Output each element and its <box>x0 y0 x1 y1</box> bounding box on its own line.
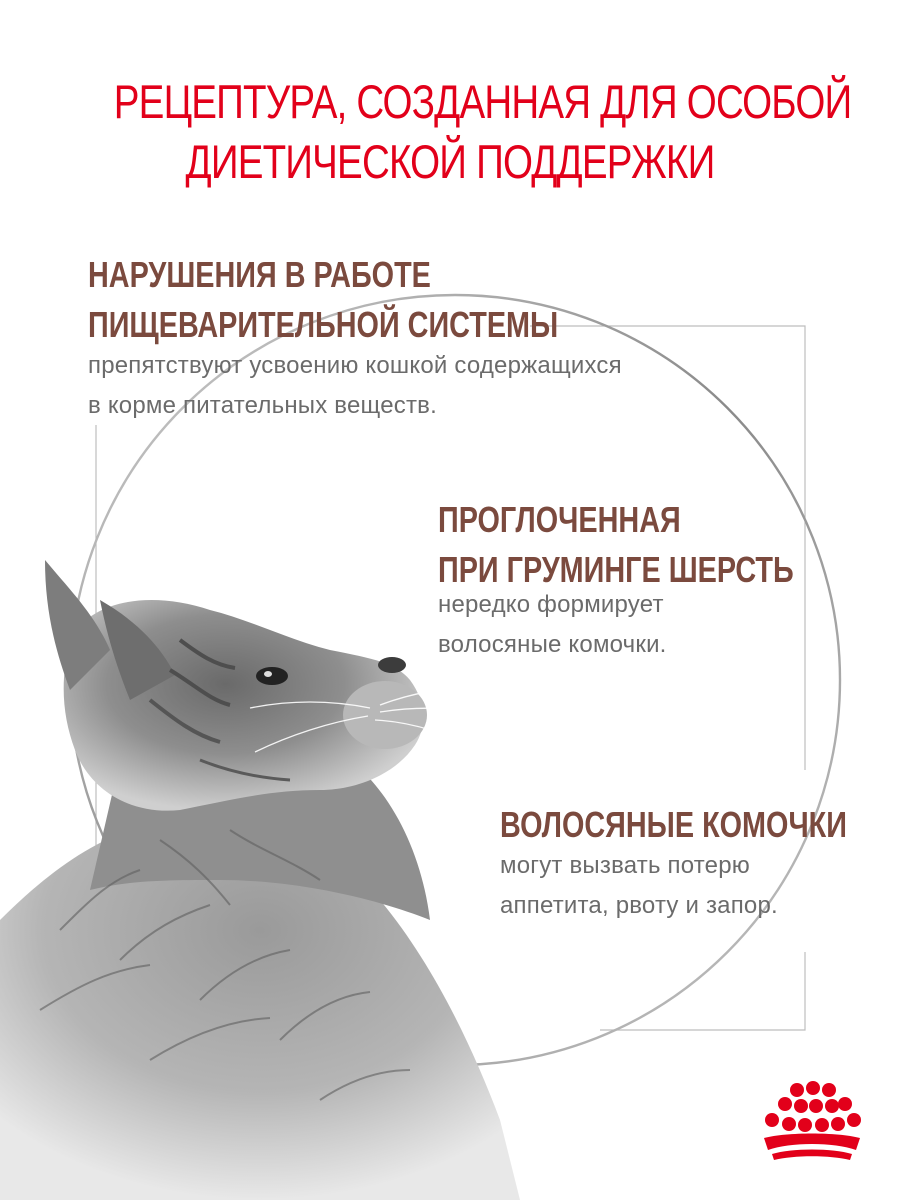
hairballs-heading <box>500 800 847 850</box>
page-title <box>113 72 852 192</box>
hairballs-text <box>500 846 778 926</box>
heading-line: ПРИ ГРУМИНГЕ ШЕРСТЬ <box>438 549 794 590</box>
text-line: нередко формирует <box>438 591 664 618</box>
heading-line: НАРУШЕНИЯ В РАБОТЕ <box>88 254 431 295</box>
text-line: могут вызвать потерю <box>500 852 750 879</box>
heading-line: ПИЩЕВАРИТЕЛЬНОЙ СИСТЕМЫ <box>88 304 559 345</box>
page-title-line-1: РЕЦЕПТУРА, СОЗДАННАЯ ДЛЯ ОСОБОЙ <box>113 75 852 128</box>
heading-line: ВОЛОСЯНЫЕ КОМОЧКИ <box>500 804 847 845</box>
text-line: в корме питательных веществ. <box>88 392 437 419</box>
text-line: препятствуют усвоению кошкой содержащихся <box>88 352 622 379</box>
digestive-disorders-text <box>88 346 622 426</box>
crown-icon <box>752 1080 872 1170</box>
heading-line: ПРОГЛОЧЕННАЯ <box>438 499 681 540</box>
text-line: волосяные комочки. <box>438 631 667 658</box>
swallowed-fur-text <box>438 585 667 665</box>
text-line: аппетита, рвоту и запор. <box>500 892 778 919</box>
swallowed-fur-heading <box>438 495 794 595</box>
page-title-line-2: ДИЕТИЧЕСКОЙ ПОДДЕРЖКИ <box>185 135 715 188</box>
digestive-disorders-heading <box>88 250 558 350</box>
